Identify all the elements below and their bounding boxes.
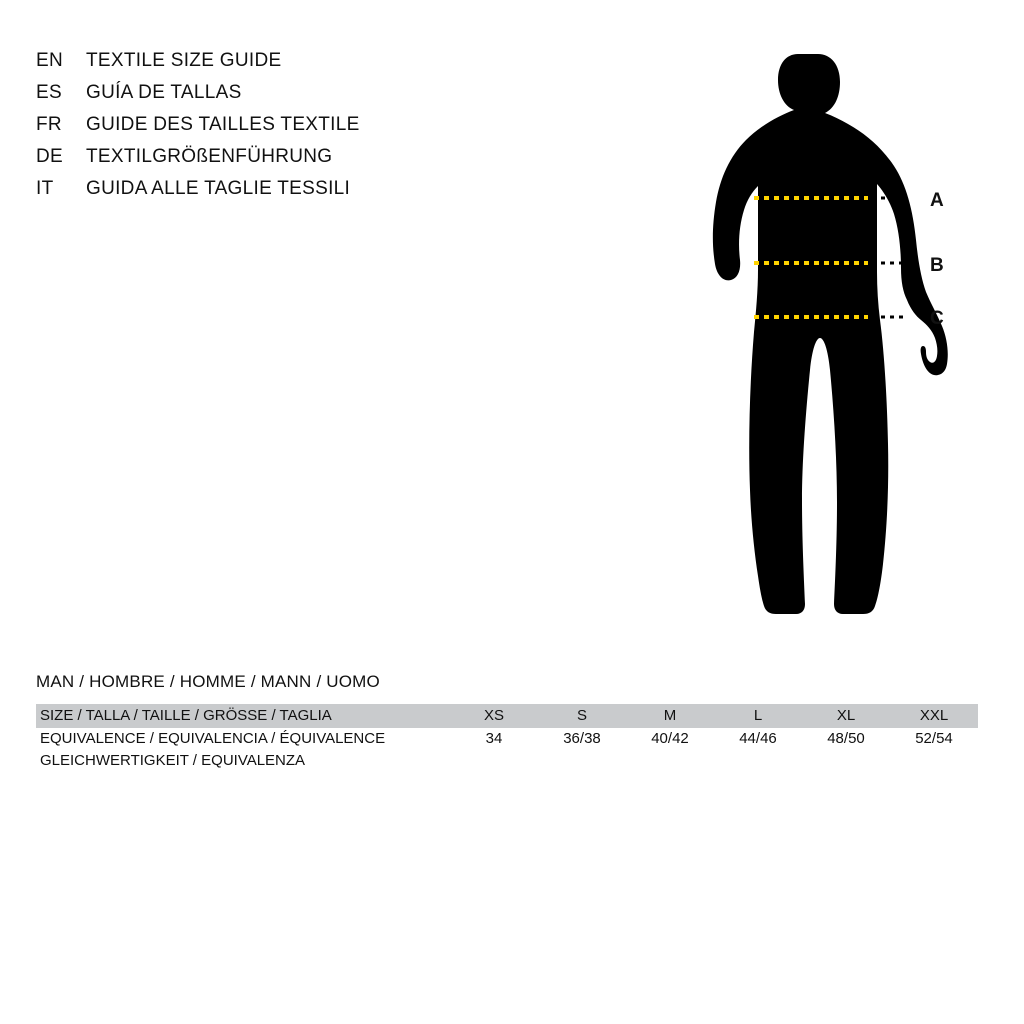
equivalence-cell-xl: 48/50 [827, 730, 865, 747]
language-code-de: DE [36, 146, 63, 167]
equivalence-label-line2: GLEICHWERTIGKEIT / EQUIVALENZA [40, 752, 306, 769]
size-cell-s: S [576, 707, 587, 724]
size-table [36, 704, 978, 772]
size-cell-m: M [663, 707, 677, 724]
language-code-en: EN [36, 50, 63, 71]
language-text-fr: GUIDE DES TAILLES TEXTILE [86, 114, 360, 135]
language-text-en: TEXTILE SIZE GUIDE [86, 50, 282, 71]
equivalence-cell-s: 36/38 [563, 730, 601, 747]
language-list [36, 50, 360, 210]
measurement-label-c: C [930, 308, 944, 329]
size-cell-xs: XS [483, 707, 504, 724]
measurement-label-b: B [930, 255, 944, 276]
size-table-section [36, 672, 976, 772]
equivalence-cell-l: 44/46 [739, 730, 777, 747]
language-code-es: ES [36, 82, 62, 103]
header-label-cell: SIZE / TALLA / TAILLE / GRÖSSE / TAGLIA [40, 707, 332, 724]
table-row-header [36, 704, 978, 728]
measurement-label-a: A [930, 190, 944, 211]
equivalence-cell-m: 40/42 [651, 730, 689, 747]
language-text-es: GUÍA DE TALLAS [86, 82, 242, 103]
language-row-en [36, 50, 360, 82]
language-code-it: IT [36, 178, 54, 199]
size-cell-xxl: XXL [919, 707, 949, 724]
language-code-fr: FR [36, 114, 62, 135]
equivalence-label-cell [36, 728, 450, 772]
size-cell-l: L [753, 707, 763, 724]
language-row-it [36, 178, 360, 210]
language-row-de [36, 146, 360, 178]
table-row-equivalence [36, 728, 978, 772]
language-row-fr [36, 114, 360, 146]
language-text-de: TEXTILGRÖßENFÜHRUNG [86, 146, 333, 167]
size-cell-xl: XL [836, 707, 856, 724]
equivalence-cell-xs: 34 [485, 730, 503, 747]
body-measurement-figure [690, 20, 990, 640]
male-silhouette-icon [690, 20, 990, 640]
equivalence-cell-xxl: 52/54 [915, 730, 953, 747]
language-text-it: GUIDA ALLE TAGLIE TESSILI [86, 178, 351, 199]
equivalence-label-line1: EQUIVALENCE / EQUIVALENCIA / ÉQUIVALENCE [40, 730, 386, 747]
gender-title: MAN / HOMBRE / HOMME / MANN / UOMO [36, 672, 380, 691]
language-row-es [36, 82, 360, 114]
